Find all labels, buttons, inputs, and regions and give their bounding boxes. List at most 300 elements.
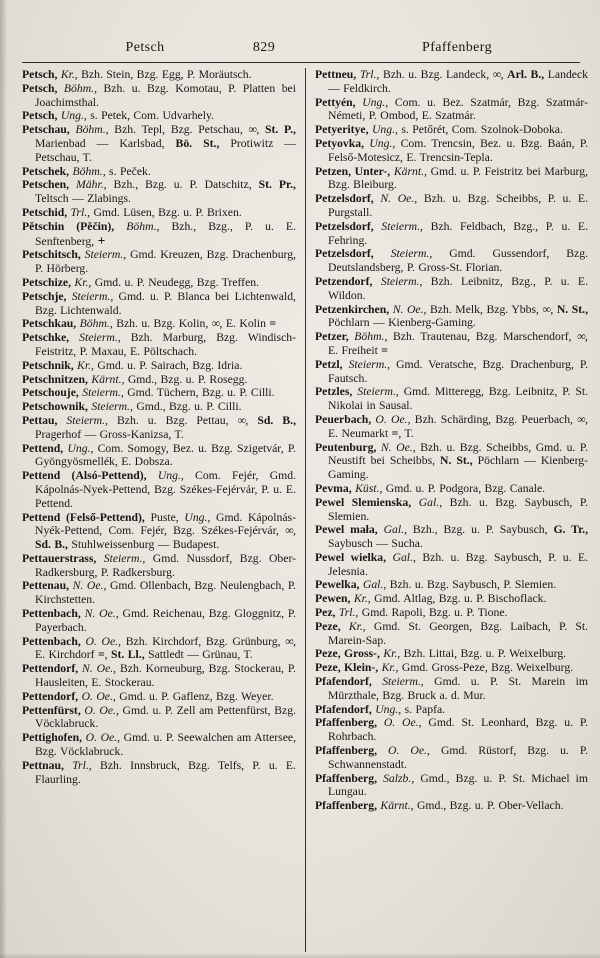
- entry: [315, 661, 588, 675]
- headword: Petzl,: [315, 357, 349, 371]
- entry-text: Sattledt — Grünau, T.: [148, 648, 253, 662]
- entry: [315, 703, 588, 717]
- post-horn-icon: ∞: [285, 634, 294, 648]
- region-abbrev: Kr.,: [60, 68, 82, 81]
- headword: Pettighofen,: [22, 731, 86, 745]
- entry: [315, 675, 588, 703]
- entry: [315, 523, 588, 551]
- entry: [315, 123, 588, 137]
- running-head-left: Petsch: [125, 40, 165, 55]
- region-abbrev: Mähr.,: [76, 178, 114, 192]
- entry: [315, 385, 588, 413]
- entry: [315, 303, 588, 331]
- entry: [22, 579, 296, 607]
- header-rule: [22, 62, 580, 63]
- region-abbrev: Trl.,: [359, 68, 383, 81]
- entry: [22, 386, 296, 400]
- entry-text: , E. Neumarkt: [328, 412, 588, 440]
- entry-text: Bzh. Kirchdorf, Bzg. Grünburg,: [125, 634, 286, 648]
- entry-text: Com. Trencsin, Bez. u. Bzg. Baán, P. Felső-Motesicz, E. Trencsin-Tepla.: [328, 136, 588, 164]
- entry-text: Gmd. St. Leonhard, Bzg. u. P. Rohrbach.: [328, 716, 588, 744]
- region-abbrev: Steierm.,: [382, 675, 435, 689]
- headword: Pewen,: [315, 592, 354, 606]
- entry-text: , T.: [398, 426, 414, 440]
- post-horn-icon: ∞: [542, 302, 551, 316]
- entry-text: Gmd., Bzg. u. P. Cilli.: [136, 400, 242, 414]
- headword: Petzelsdorf,: [315, 192, 381, 206]
- region-abbrev: Böhm.,: [75, 123, 115, 137]
- headword: G. Tr.,: [553, 523, 589, 537]
- headword: Bö. St.,: [175, 136, 231, 150]
- entry: [315, 330, 588, 358]
- region-abbrev: Kr.,: [353, 592, 375, 606]
- entry: [315, 647, 588, 661]
- entry-text: Gmd. u. P. Feistritz bei Marburg, Bzg. Bleiburg.: [328, 164, 588, 192]
- entry-text: Com. u. Bez. Szatmár, Bzg. Szatmár-Németi, P. Ombod, E. Szatmár.: [328, 95, 588, 123]
- entry-text: ,: [500, 68, 508, 81]
- region-abbrev: Böhm.,: [354, 330, 394, 344]
- headword: Petzelsdorf,: [315, 219, 382, 233]
- entry-text: Gmd. u. P. Neudegg, Bzg. Treffen.: [94, 275, 260, 289]
- entry-text: Gmd. Lüsen, Bzg. u. P. Brixen.: [93, 205, 242, 219]
- entry: [22, 68, 296, 82]
- entry-text: Bzh. Korneuburg, Bzg. Stockerau, P. Hausleiten, E. Stockerau.: [35, 662, 296, 690]
- entry: [315, 247, 588, 275]
- entry: [22, 178, 296, 206]
- entry-text: Saybusch — Sucha.: [328, 537, 423, 551]
- region-abbrev: O. Oe.,: [383, 716, 429, 730]
- entry-text: Gmd. u. P. Blanca bei Lichtenwald, Bzg. Lichtenwald.: [35, 289, 296, 317]
- entry-text: Gmd. Kápolnás-Nyék-Pettend, Com. Fejér, Bzg. Székes-Fejérvár,: [35, 510, 296, 538]
- entry: [315, 592, 588, 606]
- region-abbrev: Gal.,: [418, 495, 450, 509]
- entry: [315, 744, 588, 772]
- headword: Pevma,: [315, 481, 356, 495]
- region-abbrev: Kr.,: [381, 661, 402, 675]
- entry-text: Gmd. Reichenau, Bzg. Gloggnitz, P. Payerbach.: [35, 607, 296, 634]
- entry: [22, 469, 296, 510]
- entry-text: Gmd. u. P. Seewalchen am Attersee, Bzg. Vöcklabruck.: [35, 731, 296, 759]
- scan-edge-shadow-bottom: [0, 953, 600, 958]
- headword: St. Pr.,: [258, 178, 296, 192]
- headword: Pfafendorf,: [315, 702, 376, 716]
- region-abbrev: Kr.,: [348, 619, 374, 633]
- entry-text: Bzh. Leibnitz, Bzg., P. u. E. Wildon.: [328, 274, 588, 302]
- headword: N. St.,: [556, 302, 588, 316]
- region-abbrev: Böhm.,: [63, 81, 104, 95]
- region-abbrev: Küst.,: [355, 481, 386, 495]
- entry-text: Gmd. Tüchern, Bzg. u. P. Cilli.: [127, 386, 275, 400]
- region-abbrev: N. Oe.,: [380, 192, 424, 206]
- entry-text: Gmd., Bzg. u. P. Ober-Vellach.: [416, 799, 564, 813]
- entry-text: Bzh. u. Bzg. Saybusch, P. u. E. Jelesnia.: [328, 550, 589, 578]
- headword: Peutenburg,: [315, 440, 381, 454]
- region-abbrev: Kärnt.,: [91, 372, 128, 386]
- headword: Pettend (Felső-Pettend),: [22, 510, 151, 524]
- region-abbrev: Kr.,: [77, 358, 98, 372]
- entry-text: Gmd. u. P. St. Marein im Mürzthale, Bzg. Bruck a. d. Mur.: [328, 675, 588, 702]
- headword: Petzendorf,: [315, 274, 381, 288]
- region-abbrev: O. Oe.,: [81, 689, 120, 703]
- entry-text: Gmd. u. P. Zell am Pettenfürst, Bzg. Vöcklabruck.: [35, 703, 296, 731]
- region-abbrev: Ung.,: [371, 123, 402, 137]
- region-abbrev: Steierm.,: [103, 551, 153, 565]
- telegraph-icon: =: [98, 648, 105, 662]
- headword: Pettendorf,: [22, 689, 82, 703]
- headword: Sd. B.,: [257, 413, 296, 427]
- headword: Pewel wielka,: [315, 550, 393, 564]
- headword: Pettnau,: [22, 758, 73, 772]
- entry: [315, 799, 588, 813]
- region-abbrev: Ung.,: [369, 136, 401, 150]
- entry: [315, 220, 588, 248]
- scan-edge-shadow-left: [0, 0, 7, 958]
- entry: [22, 109, 296, 123]
- region-abbrev: Ung.,: [157, 469, 196, 483]
- entry: [315, 413, 588, 441]
- entry-text: Gmd., Bzg. u. P. St. Michael im Lungau.: [328, 771, 588, 799]
- entry-text: Gmd. u. P. Sairach, Bzg. Idria.: [97, 358, 243, 372]
- region-abbrev: Steierm.,: [357, 385, 404, 399]
- entry-text: Bzh. Littai, Bzg. u. P. Weixelburg.: [403, 647, 567, 661]
- headword: Petschau,: [22, 123, 76, 137]
- entry: [315, 192, 588, 220]
- entry: [22, 442, 296, 470]
- headword: Peze,: [315, 619, 349, 633]
- entry-text: Bzh. Tepl, Bzg. Petschau,: [114, 123, 249, 137]
- headword: Petsch,: [22, 68, 61, 81]
- entry: [22, 635, 296, 663]
- entry-text: Gmd. Mitteregg, Bzg. Leibnitz, P. St. Nikolai in Sausal.: [328, 385, 589, 413]
- headword: Pettau,: [22, 413, 67, 427]
- headword: Peuerbach,: [315, 412, 376, 426]
- headword: Pettyén,: [315, 95, 363, 109]
- entry: [315, 68, 588, 96]
- region-abbrev: N. Oe.,: [82, 662, 120, 676]
- page-number: 829: [252, 40, 276, 55]
- region-abbrev: Böhm.,: [72, 164, 110, 178]
- left-column: [22, 68, 305, 952]
- region-abbrev: O. Oe.,: [85, 634, 126, 648]
- telegraph-icon: =: [381, 343, 388, 357]
- region-abbrev: O. Oe.,: [84, 703, 123, 717]
- region-abbrev: Ung.,: [184, 510, 216, 524]
- entry: [315, 772, 588, 800]
- entry-text: ,: [104, 648, 112, 662]
- region-abbrev: Gal.,: [392, 550, 423, 564]
- telegraph-icon: =: [269, 317, 277, 331]
- entry: [22, 165, 296, 179]
- entry: [315, 482, 588, 496]
- region-abbrev: N. Oe.,: [72, 579, 110, 593]
- entry-text: Bzh. Schärding, Bzg. Peuerbach,: [414, 412, 578, 426]
- headword: Petzles,: [315, 385, 358, 399]
- headword: Pětschin (Pěčin),: [22, 219, 127, 233]
- region-abbrev: Steierm.,: [82, 386, 128, 400]
- headword: Petsch,: [22, 109, 61, 123]
- headword: Petschid,: [22, 205, 71, 219]
- headword: Petsch,: [22, 81, 64, 95]
- headword: Petschek,: [22, 164, 73, 178]
- region-abbrev: Steierm.,: [91, 400, 137, 414]
- region-abbrev: Steierm.,: [390, 247, 450, 261]
- entry-text: Pöchlarn — Kienberg-Gaming.: [328, 454, 588, 482]
- headword: St. Ll.,: [111, 648, 149, 662]
- entry-text: , E. Freiheit: [328, 330, 588, 357]
- region-abbrev: Kärnt.,: [393, 164, 431, 178]
- entry-text: Bzh. Innsbruck, Bzg. Telfs, P. u. E. Flaurling.: [35, 758, 296, 786]
- region-abbrev: Gal.,: [362, 578, 390, 592]
- entry-text: Gmd. St. Georgen, Bzg. Laibach, P. St. Marein-Sap.: [328, 619, 588, 647]
- headword: Pettenbach,: [22, 607, 85, 621]
- region-abbrev: Ung.,: [375, 702, 405, 716]
- headword: Sd. B.,: [35, 538, 72, 552]
- headword: Petschouje,: [22, 386, 83, 400]
- entry-text: Gmd. u. P. Podgora, Bzg. Canale.: [385, 481, 546, 495]
- entry: [315, 441, 588, 482]
- entry-text: Bzh. u. Bzg. Pettau,: [117, 413, 238, 427]
- headword: Pfaffenberg,: [315, 716, 384, 730]
- entry-text: , E. Kirchdorf: [35, 634, 296, 662]
- headword: Pfafendorf,: [315, 675, 383, 689]
- entry: [315, 275, 588, 303]
- entry-text: Puste,: [150, 510, 185, 524]
- post-horn-icon: ∞: [577, 412, 586, 426]
- region-abbrev: Kr.,: [383, 647, 404, 661]
- entry: [22, 331, 296, 359]
- entry: [22, 359, 296, 373]
- entry-text: s. Papfa.: [404, 702, 446, 716]
- entry-text: Gmd. Rüstorf, Bzg. u. P. Schwannenstadt.: [328, 744, 588, 771]
- entry-text: Bzh. Melk, Bzg. Ybbs,: [430, 302, 543, 316]
- entry-text: Gmd. Kreuzen, Bzg. Drachenburg, P. Hörberg.: [35, 248, 296, 276]
- region-abbrev: Gal.,: [383, 523, 413, 537]
- region-abbrev: Ung.,: [67, 441, 98, 455]
- entry-text: ,: [256, 123, 266, 137]
- headword: Pettenau,: [22, 579, 73, 593]
- entry-text: Bzh. u. Bzg. Landeck,: [382, 68, 493, 81]
- running-head-right: Pfaffenberg: [422, 40, 492, 55]
- post-horn-icon: ∞: [248, 123, 257, 137]
- entry-text: Landeck — Feldkirch.: [328, 68, 589, 95]
- entry: [315, 606, 588, 620]
- post-horn-icon: ∞: [285, 524, 294, 538]
- entry-text: Bzh. Feldbach, Bzg., P. u. E. Fehring.: [328, 219, 588, 247]
- entry: [315, 551, 588, 579]
- entry-text: s. Peček.: [109, 164, 151, 178]
- headword: Petzelsdorf,: [315, 247, 391, 261]
- entry: [22, 290, 296, 318]
- entry: [22, 123, 296, 164]
- headword: Pettendorf,: [22, 662, 83, 676]
- headword: Pfaffenberg,: [315, 771, 384, 785]
- region-abbrev: Trl.,: [72, 758, 101, 772]
- entry: [315, 620, 588, 648]
- region-abbrev: Steierm.,: [79, 331, 131, 345]
- headword: Petzenkirchen,: [315, 302, 393, 316]
- entry-text: Teltsch — Zlabings.: [35, 192, 131, 206]
- entry-text: Pöchlarn — Kienberg-Gaming.: [328, 316, 476, 330]
- entry-text: Pragerhof — Gross-Kanizsa, T.: [35, 427, 184, 441]
- entry: [22, 220, 296, 249]
- entry-text: Bzh. Marburg, Bzg. Windisch-Feistritz, P. Maxau, E. Pöltschach.: [35, 331, 297, 358]
- entry-text: Gmd. Rapoli, Bzg. u. P. Tione.: [361, 606, 508, 620]
- entry-text: , E. Kolin: [219, 317, 270, 331]
- entry: [22, 400, 296, 414]
- entry: [22, 607, 296, 635]
- region-abbrev: Trl.,: [70, 205, 94, 219]
- headword: N. St.,: [440, 454, 478, 468]
- entry: [22, 317, 296, 331]
- entry-text: Bzh., Bzg. u. P. Datschitz,: [113, 178, 259, 192]
- headword: Petschkau,: [22, 317, 80, 331]
- region-abbrev: Steierm.,: [348, 357, 397, 371]
- entry: [22, 248, 296, 276]
- entry: [315, 358, 588, 386]
- region-abbrev: Trl.,: [338, 606, 362, 620]
- headword: Pfaffenberg,: [315, 799, 381, 813]
- entry: [22, 662, 296, 690]
- region-abbrev: N. Oe.,: [84, 607, 123, 621]
- headword: Peze, Gross-,: [315, 647, 384, 661]
- telegraph-icon: =: [391, 426, 399, 440]
- region-abbrev: Steierm.,: [84, 248, 131, 262]
- region-abbrev: Salzb.,: [383, 771, 421, 785]
- entry: [22, 759, 296, 787]
- headword: Petyovka,: [315, 136, 370, 150]
- headword: Pewel Slemienska,: [315, 495, 419, 509]
- region-abbrev: Steierm.,: [71, 289, 119, 303]
- entry: [315, 137, 588, 165]
- entry-text: Gmd. Nussdorf, Bzg. Ober-Radkersburg, P. Radkersburg.: [35, 551, 297, 579]
- entry: [22, 511, 296, 552]
- headword: Arl. B.,: [507, 68, 548, 81]
- cross-icon: +: [97, 232, 106, 248]
- entry-text: Protiwitz — Petschau, T.: [35, 136, 296, 164]
- headword: Petschke,: [22, 331, 80, 345]
- headword: Pfaffenberg,: [315, 744, 389, 758]
- headword: Petzer,: [315, 330, 355, 344]
- headword: Petschen,: [22, 178, 77, 192]
- region-abbrev: Böhm.,: [79, 317, 117, 331]
- entry-text: Bzh. u. Bzg. Scheibbs, Gmd. u. P. Neustift bei Scheibbs,: [328, 440, 589, 468]
- region-abbrev: Ung.,: [362, 95, 395, 109]
- entry: [22, 731, 296, 759]
- headword: Petschnitzen,: [22, 372, 92, 386]
- entry-text: Bzh. u. Bzg. Scheibbs, P. u. E. Purgstall.: [328, 192, 588, 219]
- headword: Petschje,: [22, 289, 72, 303]
- entry: [315, 96, 588, 124]
- headword: Petyeritye,: [315, 123, 372, 137]
- headword: Petschnik,: [22, 358, 78, 372]
- region-abbrev: Kärnt.,: [380, 799, 417, 813]
- post-horn-icon: ∞: [211, 317, 220, 331]
- region-abbrev: Kr.,: [74, 275, 95, 289]
- headword: St. P.,: [265, 123, 296, 137]
- entry-text: Com. Fejér, Gmd. Kápolnás-Nyek-Pettend, Bzg. Székes-Fejérvár, P. u. E. Pettend.: [35, 469, 296, 510]
- entry-text: Bzh. Trautenau, Bzg. Marschendorf,: [393, 330, 578, 344]
- text-columns: [22, 68, 588, 952]
- entry-text: Gmd. Gussendorf, Bzg. Deutslandsberg, P. Gross-St. Florian.: [328, 247, 588, 275]
- entry: [22, 206, 296, 220]
- entry-text: s. Petőrét, Com. Szolnok-Doboka.: [401, 123, 563, 137]
- headword: Pez,: [315, 606, 339, 620]
- entry-text: Stuhlweissenburg — Budapest.: [71, 538, 220, 552]
- region-abbrev: O. Oe.,: [375, 412, 415, 426]
- entry: [22, 704, 296, 732]
- entry-text: Gmd. Altlag, Bzg. u. P. Bischoflack.: [374, 592, 547, 606]
- region-abbrev: O. Oe.,: [388, 744, 441, 758]
- entry-text: ,: [550, 302, 557, 316]
- entry-text: Gmd. Gross-Peze, Bzg. Weixelburg.: [401, 661, 574, 675]
- post-horn-icon: ∞: [237, 413, 246, 427]
- region-abbrev: Steierm.,: [381, 219, 431, 233]
- headword: Pettneu,: [315, 68, 360, 81]
- region-abbrev: N. Oe.,: [392, 302, 430, 316]
- region-abbrev: Steierm.,: [66, 413, 118, 427]
- entry: [22, 414, 296, 442]
- headword: Petschitsch,: [22, 248, 85, 262]
- entry-text: Bzh., Bzg., P. u. E. Senftenberg,: [35, 219, 296, 248]
- entry: [315, 716, 588, 744]
- entry-text: Gmd. Veratsche, Bzg. Drachenburg, P. Fautsch.: [328, 357, 589, 385]
- headword: Pewelka,: [315, 578, 363, 592]
- region-abbrev: Ung.,: [60, 109, 91, 123]
- entry-text: Gmd. Ollenbach, Bzg. Neulengbach, P. Kirchstetten.: [35, 579, 296, 607]
- post-horn-icon: ∞: [577, 330, 586, 344]
- region-abbrev: O. Oe.,: [85, 731, 124, 745]
- post-horn-icon: ∞: [492, 68, 501, 81]
- entry: [22, 552, 296, 580]
- running-header: [0, 40, 600, 60]
- headword: Pettenbach,: [22, 634, 86, 648]
- headword: Petschownik,: [22, 400, 92, 414]
- entry: [22, 276, 296, 290]
- headword: Pettauerstrass,: [22, 551, 104, 565]
- entry-text: Bzh., Bzg. u. P. Saybusch,: [412, 523, 554, 537]
- headword: Pettend,: [22, 441, 68, 455]
- headword: Pettenfürst,: [22, 703, 85, 717]
- entry: [315, 578, 588, 592]
- entry: [22, 373, 296, 387]
- entry-text: Com. Somogy, Bez. u. Bzg. Szigetvár, P. Gyöngyösmellék, E. Dobsza.: [35, 441, 296, 469]
- entry-text: Bzh. u. Bzg. Saybusch, P. Slemien.: [328, 495, 589, 523]
- entry-text: Bzh. u. Bzg. Komotau, P. Platten bei Joachimsthal.: [35, 81, 296, 109]
- entry: [22, 82, 296, 110]
- entry-text: Bzh. u. Bzg. Saybusch, P. Slemien.: [389, 578, 557, 592]
- entry-text: ,: [245, 413, 258, 427]
- entry: [22, 690, 296, 704]
- region-abbrev: Böhm.,: [126, 219, 172, 233]
- entry-text: Bzh. u. Bzg. Kolin,: [116, 317, 212, 331]
- entry-text: s. Petek, Com. Udvarhely.: [90, 109, 214, 123]
- headword: Peze, Klein-,: [315, 661, 382, 675]
- entry-text: Marienbad — Karlsbad,: [35, 136, 176, 150]
- headword: Pewel mała,: [315, 523, 384, 537]
- headword: Pettend (Alsó-Pettend),: [22, 469, 158, 483]
- entry-text: Gmd., Bzg. u. P. Rosegg.: [127, 372, 248, 386]
- entry-text: ,: [293, 524, 296, 538]
- right-column: [305, 68, 588, 952]
- entry: [315, 496, 588, 524]
- entry-text: Bzh. Stein, Bzg. Egg, P. Moräutsch.: [81, 68, 252, 81]
- entry-text: Gmd. u. P. Gaflenz, Bzg. Weyer.: [119, 689, 274, 703]
- region-abbrev: Steierm.,: [380, 274, 431, 288]
- headword: Petschize,: [22, 275, 75, 289]
- entry: [315, 165, 588, 193]
- headword: Petzen, Unter-,: [315, 164, 394, 178]
- region-abbrev: N. Oe.,: [380, 440, 421, 454]
